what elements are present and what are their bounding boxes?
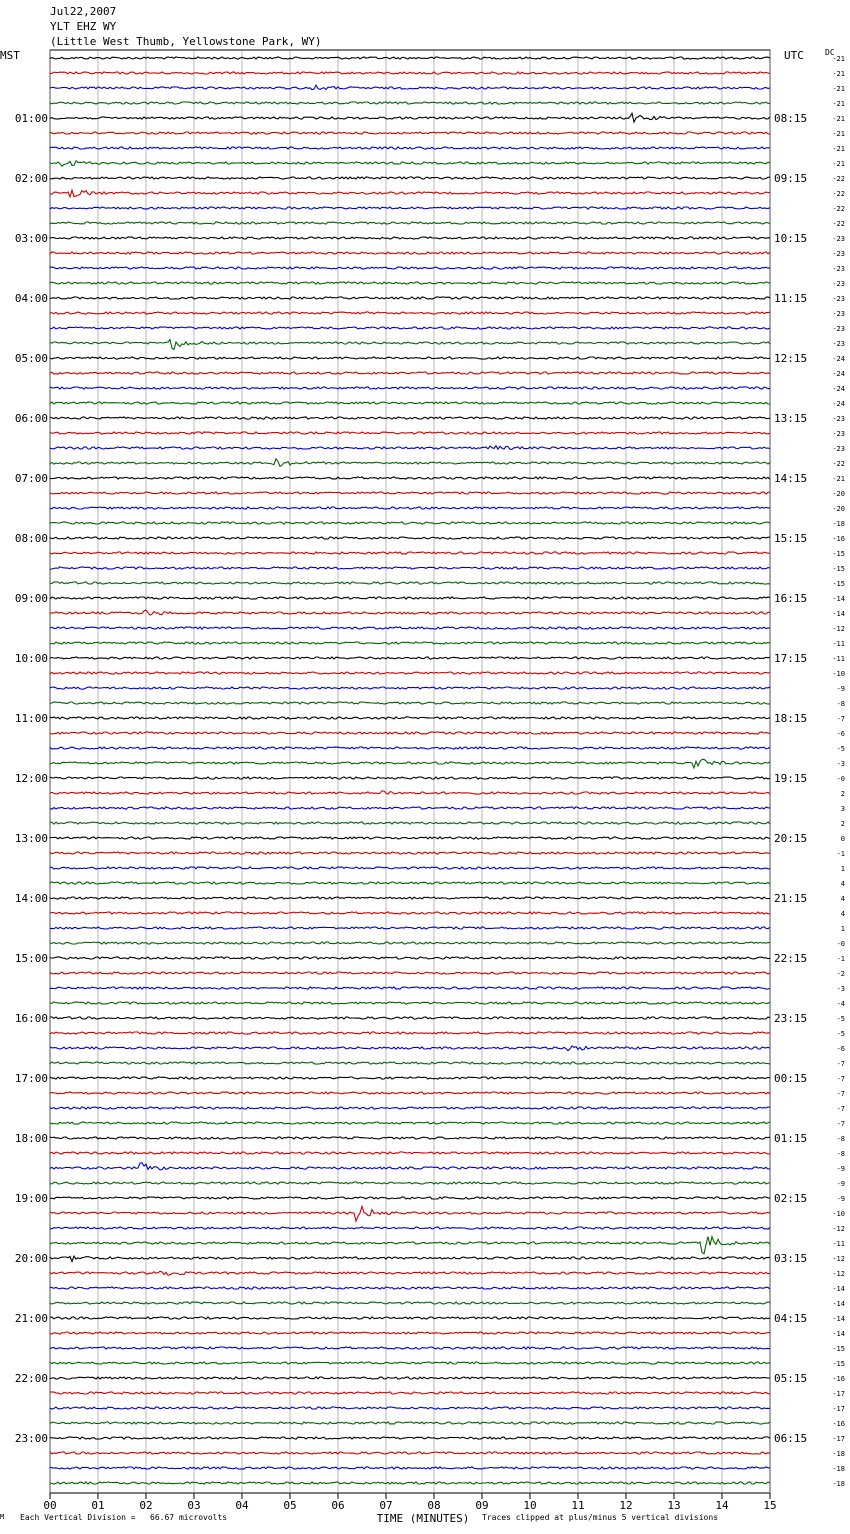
dc-offset-label: -23 <box>832 235 845 243</box>
station-code: YLT EHZ WY <box>50 20 117 33</box>
dc-offset-label: -17 <box>832 1435 845 1443</box>
dc-offset-label: -8 <box>836 1135 845 1143</box>
dc-offset-label: -18 <box>832 520 845 528</box>
dc-label: DC <box>825 48 835 57</box>
dc-offset-label: -15 <box>832 1360 845 1368</box>
left-hour-label: 20:00 <box>14 1252 48 1265</box>
right-hour-label: 15:15 <box>774 532 808 545</box>
seismic-trace <box>50 822 770 824</box>
right-hour-label: 08:15 <box>774 112 808 125</box>
dc-offset-label: -15 <box>832 580 845 588</box>
dc-offset-label: -9 <box>836 1195 845 1203</box>
dc-offset-label: -21 <box>832 475 845 483</box>
x-tick-label: 09 <box>475 1499 489 1512</box>
dc-offset-label: -6 <box>836 730 845 738</box>
seismic-trace <box>50 1237 770 1254</box>
seismic-trace <box>50 161 770 167</box>
seismic-trace <box>50 672 770 674</box>
right-hour-label: 09:15 <box>774 172 808 185</box>
seismic-trace <box>50 1302 770 1304</box>
seismic-trace <box>50 267 770 269</box>
seismic-trace <box>50 1077 770 1079</box>
seismic-trace <box>50 402 770 404</box>
seismic-trace <box>50 582 770 584</box>
x-tick-label: 15 <box>763 1499 777 1512</box>
seismic-trace <box>50 102 770 104</box>
dc-offset-label: -12 <box>832 1255 845 1263</box>
seismic-trace <box>50 522 770 524</box>
seismic-trace <box>50 237 770 239</box>
dc-offset-label: -23 <box>832 250 845 258</box>
dc-offset-label: -14 <box>832 1285 845 1293</box>
seismic-trace <box>50 927 770 929</box>
seismic-trace <box>50 177 770 179</box>
seismic-trace <box>50 791 770 794</box>
seismic-trace <box>50 1482 770 1484</box>
dc-offset-label: -6 <box>836 1045 845 1053</box>
seismic-trace <box>50 1317 770 1319</box>
right-hour-label: 12:15 <box>774 352 808 365</box>
right-hour-label: 03:15 <box>774 1252 808 1265</box>
seismic-trace <box>50 897 770 899</box>
seismic-trace <box>50 627 770 629</box>
dc-offset-label: -5 <box>836 1015 845 1023</box>
left-hour-label: 21:00 <box>14 1312 48 1325</box>
plot-date: Jul22,2007 <box>50 5 117 18</box>
dc-offset-label: -22 <box>832 190 845 198</box>
left-hour-label: 23:00 <box>14 1432 48 1445</box>
dc-offset-label: -7 <box>836 1090 845 1098</box>
plot-frame <box>50 50 770 1493</box>
x-tick-label: 08 <box>427 1499 441 1512</box>
left-hour-label: 02:00 <box>14 172 48 185</box>
dc-offset-label: 2 <box>840 820 845 828</box>
dc-offset-label: -10 <box>832 1210 845 1218</box>
seismic-trace <box>50 222 770 224</box>
dc-offset-label: -15 <box>832 565 845 573</box>
seismic-trace <box>50 972 770 974</box>
x-tick-label: 01 <box>91 1499 105 1512</box>
left-hour-label: 11:00 <box>14 712 48 725</box>
dc-offset-label: -7 <box>836 1105 845 1113</box>
dc-offset-label: -5 <box>836 1030 845 1038</box>
dc-offset-label: -18 <box>832 1480 845 1488</box>
dc-offset-label: -1 <box>836 850 845 858</box>
left-hour-label: 09:00 <box>14 592 48 605</box>
dc-offset-label: -22 <box>832 205 845 213</box>
dc-offset-label: -22 <box>832 175 845 183</box>
seismic-trace <box>50 1332 770 1334</box>
seismic-trace <box>50 642 770 644</box>
right-hour-label: 06:15 <box>774 1432 808 1445</box>
x-tick-label: 04 <box>235 1499 249 1512</box>
seismic-trace <box>50 702 770 704</box>
x-axis-title: TIME (MINUTES) <box>376 1512 470 1525</box>
right-hour-label: 19:15 <box>774 772 808 785</box>
right-hour-label: 22:15 <box>774 952 808 965</box>
left-hour-label: 18:00 <box>14 1132 48 1145</box>
chart-labels <box>15 55 845 1512</box>
left-hour-label: 04:00 <box>14 292 48 305</box>
seismic-trace <box>50 1256 770 1261</box>
dc-offset-label: -2 <box>836 970 845 978</box>
right-hour-label: 00:15 <box>774 1072 808 1085</box>
seismic-trace <box>50 1227 770 1229</box>
dc-offset-label: -16 <box>832 535 845 543</box>
left-hour-label: 15:00 <box>14 952 48 965</box>
dc-offset-label: -23 <box>832 325 845 333</box>
dc-offset-label: -21 <box>832 160 845 168</box>
chart-traces <box>50 57 770 1484</box>
dc-offset-label: -11 <box>832 1240 845 1248</box>
right-hour-label: 18:15 <box>774 712 808 725</box>
dc-offset-label: -17 <box>832 1390 845 1398</box>
seismic-trace <box>50 987 770 989</box>
dc-offset-label: -12 <box>832 1225 845 1233</box>
dc-offset-label: -20 <box>832 490 845 498</box>
dc-offset-label: -14 <box>832 1315 845 1323</box>
seismic-trace <box>50 957 770 959</box>
dc-offset-label: -18 <box>832 1450 845 1458</box>
seismic-trace <box>50 1137 770 1139</box>
seismic-trace <box>50 1032 770 1034</box>
x-tick-label: 13 <box>667 1499 681 1512</box>
seismic-trace <box>50 190 770 197</box>
seismic-trace <box>50 657 770 659</box>
dc-offset-label: 0 <box>840 835 845 843</box>
dc-offset-label: -21 <box>832 115 845 123</box>
left-hour-label: 19:00 <box>14 1192 48 1205</box>
left-hour-label: 10:00 <box>14 652 48 665</box>
left-hour-label: 07:00 <box>14 472 48 485</box>
dc-offset-label: -20 <box>832 505 845 513</box>
station-location: (Little West Thumb, Yellowstone Park, WY) <box>50 35 322 48</box>
x-tick-label: 10 <box>523 1499 537 1512</box>
x-tick-label: 12 <box>619 1499 633 1512</box>
right-hour-label: 21:15 <box>774 892 808 905</box>
dc-offset-label: -14 <box>832 610 845 618</box>
left-hour-label: 01:00 <box>14 112 48 125</box>
seismic-trace <box>50 1407 770 1409</box>
dc-offset-label: -11 <box>832 640 845 648</box>
seismic-trace <box>50 882 770 884</box>
dc-offset-label: -15 <box>832 1345 845 1353</box>
seismic-trace <box>50 72 770 74</box>
right-timezone-label: UTC <box>784 49 804 62</box>
seismic-trace <box>50 340 770 350</box>
seismic-trace <box>50 282 770 284</box>
right-hour-label: 04:15 <box>774 1312 808 1325</box>
right-hour-label: 20:15 <box>774 832 808 845</box>
seismic-trace <box>50 732 770 734</box>
dc-offset-label: -15 <box>832 550 845 558</box>
seismic-trace <box>50 1392 770 1394</box>
x-tick-label: 02 <box>139 1499 153 1512</box>
x-tick-label: 00 <box>43 1499 57 1512</box>
dc-offset-label: -23 <box>832 295 845 303</box>
dc-offset-label: -24 <box>832 400 845 408</box>
seismic-trace <box>50 1182 770 1184</box>
dc-offset-label: -9 <box>836 1180 845 1188</box>
left-hour-label: 22:00 <box>14 1372 48 1385</box>
dc-offset-label: -24 <box>832 355 845 363</box>
dc-offset-label: -23 <box>832 430 845 438</box>
x-tick-label: 11 <box>571 1499 585 1512</box>
left-hour-label: 08:00 <box>14 532 48 545</box>
dc-offset-label: -8 <box>836 700 845 708</box>
dc-offset-label: -21 <box>832 145 845 153</box>
left-hour-label: 14:00 <box>14 892 48 905</box>
right-hour-label: 17:15 <box>774 652 808 665</box>
dc-offset-label: -3 <box>836 760 845 768</box>
seismic-trace <box>50 492 770 494</box>
x-tick-label: 06 <box>331 1499 345 1512</box>
dc-offset-label: -21 <box>832 100 845 108</box>
dc-offset-label: -12 <box>832 625 845 633</box>
seismic-trace <box>50 252 770 254</box>
seismic-trace <box>50 912 770 914</box>
clip-note: Traces clipped at plus/minus 5 vertical divisions <box>482 1513 719 1522</box>
dc-offset-label: -11 <box>832 655 845 663</box>
right-hour-label: 11:15 <box>774 292 808 305</box>
seismic-trace <box>50 777 770 779</box>
right-hour-label: 01:15 <box>774 1132 808 1145</box>
dc-offset-label: -24 <box>832 385 845 393</box>
seismic-trace <box>50 567 770 569</box>
seismic-trace <box>50 1122 770 1124</box>
seismic-trace <box>50 147 770 149</box>
dc-offset-label: -7 <box>836 1075 845 1083</box>
dc-offset-label: 1 <box>840 925 845 933</box>
left-hour-label: 03:00 <box>14 232 48 245</box>
seismic-trace <box>50 1107 770 1109</box>
footer-mark: M <box>0 1513 5 1521</box>
seismic-trace <box>50 942 770 944</box>
seismic-trace <box>50 1437 770 1439</box>
dc-offset-label: -0 <box>836 940 845 948</box>
seismic-trace <box>50 1002 770 1004</box>
seismic-trace <box>50 372 770 374</box>
dc-offset-label: 1 <box>840 865 845 873</box>
dc-offset-label: -5 <box>836 745 845 753</box>
seismic-trace <box>50 687 770 689</box>
dc-offset-label: -16 <box>832 1375 845 1383</box>
seismic-trace <box>50 1362 770 1364</box>
dc-offset-label: -9 <box>836 685 845 693</box>
dc-offset-label: -14 <box>832 1330 845 1338</box>
dc-offset-label: -22 <box>832 220 845 228</box>
left-hour-label: 06:00 <box>14 412 48 425</box>
right-hour-label: 23:15 <box>774 1012 808 1025</box>
seismic-trace <box>50 132 770 134</box>
seismic-trace <box>50 357 770 359</box>
seismic-trace <box>50 1271 770 1275</box>
dc-offset-label: -21 <box>832 55 845 63</box>
seismic-trace <box>50 446 770 450</box>
dc-offset-label: 3 <box>840 805 845 813</box>
seismic-trace <box>50 85 770 90</box>
dc-offset-label: 4 <box>840 880 845 888</box>
seismic-trace <box>50 807 770 809</box>
seismic-trace <box>50 1092 770 1094</box>
seismic-trace <box>50 1422 770 1424</box>
seismic-trace <box>50 717 770 719</box>
dc-offset-label: -16 <box>832 1420 845 1428</box>
left-hour-label: 12:00 <box>14 772 48 785</box>
dc-offset-label: -23 <box>832 310 845 318</box>
dc-offset-label: -0 <box>836 775 845 783</box>
seismic-trace <box>50 312 770 314</box>
right-hour-label: 02:15 <box>774 1192 808 1205</box>
seismic-trace <box>50 837 770 839</box>
x-tick-label: 05 <box>283 1499 297 1512</box>
seismic-trace <box>50 1467 770 1469</box>
left-hour-label: 05:00 <box>14 352 48 365</box>
left-timezone-label: MST <box>0 49 20 62</box>
left-hour-label: 13:00 <box>14 832 48 845</box>
dc-offset-label: -23 <box>832 280 845 288</box>
seismic-trace <box>50 1347 770 1349</box>
seismic-trace <box>50 610 770 615</box>
dc-offset-label: -7 <box>836 715 845 723</box>
dc-offset-label: -22 <box>832 460 845 468</box>
seismic-trace <box>50 417 770 419</box>
seismic-trace <box>50 207 770 209</box>
dc-offset-label: -23 <box>832 415 845 423</box>
seismic-trace <box>50 387 770 389</box>
x-tick-label: 14 <box>715 1499 729 1512</box>
dc-offset-label: -18 <box>832 1465 845 1473</box>
seismic-trace <box>50 113 770 122</box>
dc-offset-label: 4 <box>840 910 845 918</box>
scale-note: Each Vertical Division = 66.67 microvolts <box>20 1513 228 1522</box>
left-hour-label: 17:00 <box>14 1072 48 1085</box>
seismic-trace <box>50 1163 770 1170</box>
seismic-trace <box>50 459 770 467</box>
seismic-trace <box>50 57 770 59</box>
seismic-trace <box>50 537 770 539</box>
seismic-trace <box>50 1046 770 1051</box>
dc-offset-label: -23 <box>832 445 845 453</box>
right-hour-label: 16:15 <box>774 592 808 605</box>
right-hour-label: 10:15 <box>774 232 808 245</box>
dc-offset-label: -1 <box>836 955 845 963</box>
seismic-trace <box>50 759 770 768</box>
dc-offset-label: -14 <box>832 595 845 603</box>
seismic-trace <box>50 297 770 299</box>
dc-offset-label: -7 <box>836 1060 845 1068</box>
dc-offset-label: 2 <box>840 790 845 798</box>
seismic-trace <box>50 597 770 599</box>
seismic-trace <box>50 1017 770 1019</box>
dc-offset-label: -21 <box>832 130 845 138</box>
seismic-trace <box>50 1377 770 1379</box>
seismic-trace <box>50 747 770 749</box>
seismic-trace <box>50 867 770 869</box>
seismic-trace <box>50 477 770 479</box>
dc-offset-label: -17 <box>832 1405 845 1413</box>
x-tick-label: 07 <box>379 1499 393 1512</box>
dc-offset-label: -8 <box>836 1150 845 1158</box>
right-hour-label: 13:15 <box>774 412 808 425</box>
seismic-trace <box>50 327 770 329</box>
dc-offset-label: -12 <box>832 1270 845 1278</box>
dc-offset-label: -14 <box>832 1300 845 1308</box>
dc-offset-label: -7 <box>836 1120 845 1128</box>
seismic-trace <box>50 852 770 854</box>
dc-offset-label: -9 <box>836 1165 845 1173</box>
dc-offset-label: -23 <box>832 265 845 273</box>
right-hour-label: 05:15 <box>774 1372 808 1385</box>
dc-offset-label: -10 <box>832 670 845 678</box>
seismic-trace <box>50 1197 770 1199</box>
dc-offset-label: -21 <box>832 85 845 93</box>
right-hour-label: 14:15 <box>774 472 808 485</box>
seismic-trace <box>50 1152 770 1154</box>
dc-offset-label: -3 <box>836 985 845 993</box>
seismic-trace <box>50 1206 770 1221</box>
seismic-trace <box>50 1452 770 1454</box>
dc-offset-label: 4 <box>840 895 845 903</box>
x-tick-label: 03 <box>187 1499 201 1512</box>
seismic-trace <box>50 432 770 434</box>
dc-offset-label: -21 <box>832 70 845 78</box>
dc-offset-label: -23 <box>832 340 845 348</box>
dc-offset-label: -24 <box>832 370 845 378</box>
seismic-trace <box>50 1287 770 1289</box>
seismic-trace <box>50 507 770 509</box>
dc-offset-label: -4 <box>836 1000 845 1008</box>
seismic-trace <box>50 552 770 554</box>
left-hour-label: 16:00 <box>14 1012 48 1025</box>
seismic-trace <box>50 1062 770 1064</box>
